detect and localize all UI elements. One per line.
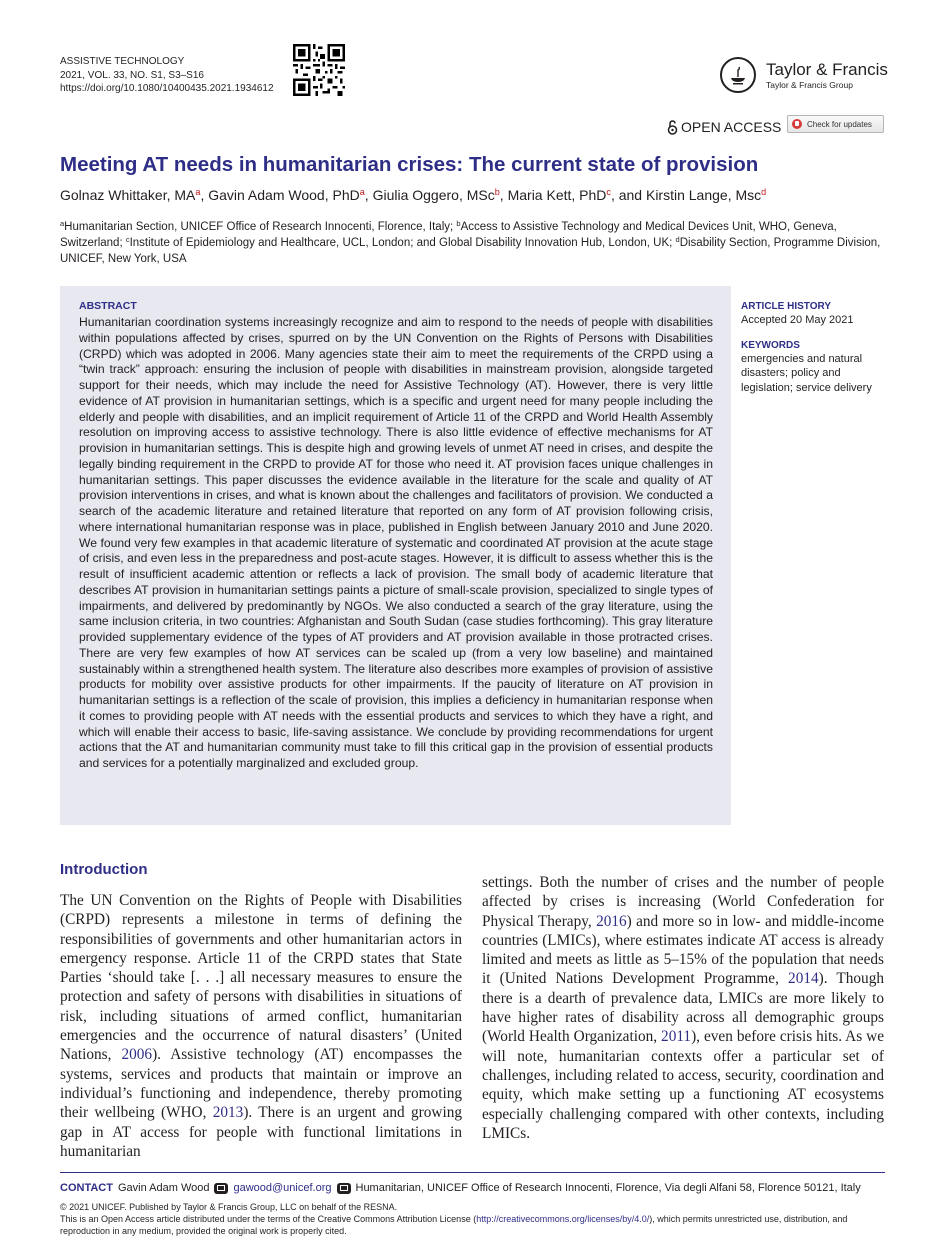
affiliation-marker: b [456, 218, 461, 228]
doi-link[interactable]: https://doi.org/10.1080/10400435.2021.1934612 [60, 83, 274, 94]
license-link[interactable]: http://creativecommons.org/licenses/by/4.0/ [476, 1214, 650, 1224]
author-affiliation-marker: d [761, 187, 767, 197]
body-text: ). Assistive technology (AT) encompasses the systems, services and products that maintain or improve an individual’s functioning and independence, thereby promoting their wellbeing (WHO, [60, 1046, 462, 1122]
citation-link[interactable]: 2013 [212, 1104, 244, 1122]
citation-link[interactable]: 2016 [596, 912, 627, 930]
contact-address: Humanitarian, UNICEF Office of Research Innocenti, Florence, Via degli Alfani 58, Florence 50121, Italy [355, 1182, 861, 1194]
body-text: ). Though there is a dearth of prevalence data, LMICs are more likely to have higher rates of disability across all demographic groups (World Health Organization, [482, 970, 884, 1046]
body-text: ), even before crisis hits. As we will note, humanitarian contexts offer a particular set of challenges, including related to access, security, coordination and equity, which make setting up a functioning AT ecosystems especially challenging compared with other contexts, including LMICs. [482, 1028, 884, 1142]
affiliation-marker: d [675, 234, 680, 244]
author-affiliation-marker: b [494, 187, 500, 197]
open-access-badge [667, 118, 781, 136]
affiliation-text: Humanitarian Section, UNICEF Office of Research Innocenti, Florence, Italy; [64, 221, 457, 233]
publisher-logo[interactable] [720, 57, 890, 97]
body-text: settings. Both the number of crises and the number of people affected by crises is increasing (World Confederation for Physical Therapy, [482, 874, 884, 930]
abstract-text: Humanitarian coordination systems increasingly recognize and aim to respond to the needs of people with disabilities within populations affected by crises, spurred on by the UN Convention on the Rights of Persons with Disabilities (CRPD) which was adopted in 2006. Many agencies state their aim to meet the requirements of the CRPD using a “twin track” approach: ensuring the inclusion of people with disabilities in mainstream provision, alongside targeted support for their needs, which may include the need for Assistive Technology (AT). However, there is very little evidence of AT provision in humanitarian settings, which is a specific and urgent need for many people including the elderly and people with disabilities, and an implicit requirement of Article 11 of the CRPD and World Health Assembly resolution on improving access to assistive technology. There is also little evidence of effective mechanisms for AT provision in humanitarian settings. This is despite high and growing levels of unmet AT need in crises, and despite the legally binding requirement in the CRPD to provide AT for those who need it. AT provision faces unique challenges in humanitarian settings. This paper discusses the evidence available in the literature for the scale and quality of AT provision interventions in crises, and what is known about the challenges and facilitators of provision. We conducted a search of the academic literature and retained literature that reported on any form of AT provision following crisis, where international humanitarian response was in place, published in English between January 2010 and June 2020. We found very few examples in that academic literature of systematic and coordinated AT provision at the acute stage of crisis, and even less in the preparedness and post-acute stages. However, it is difficult to assess whether this is the result of insufficient academic attention or reflects a lack of provision. The small body of academic literature that describes AT provision in humanitarian settings paints a picture of small-scale provision, specialized to single types of impairments, and delivered by predominantly by NGOs. We also conducted a search of the gray literature, using the same inclusion criteria, in two countries: Afghanistan and South Sudan (case studies forthcoming). This gray literature provided supplementary evidence of the types of AT providers and AT provision available in those protracted crises. There are very few examples of how AT services can be scaled up (from a very low baseline) and maintained sustainably within a strengthened health system. The literature also describes more examples of provision of assistive products for mobility over assistive products for other impairments. If the paucity of literature on AT provision in humanitarian settings is a reflection of the scale of provision, this implies a deficiency in humanitarian response when it comes to providing people with AT needs with the essential products and services to which they have a right, and which will enable their access to basic, life-saving assistance. We conclude by providing recommendations for urgent actions that the AT and humanitarian community must take to fill this critical gap in the provision of essential products and services for a potentially marginalized and excluded group. [79, 315, 713, 770]
author-affiliation-marker: a [359, 187, 365, 197]
address-icon [337, 1183, 351, 1194]
author-affiliation-marker: c [606, 187, 611, 197]
qr-code-icon[interactable] [293, 44, 345, 96]
article-sidebar [741, 300, 891, 395]
publisher-name: Taylor & Francis [766, 60, 888, 79]
body-text: ). There is an urgent and growing gap in AT access for people with functional limitations in humanitarian [60, 1104, 462, 1160]
article-title: Meeting AT needs in humanitarian crises: The current state of provision [60, 153, 759, 176]
keywords-heading: KEYWORDS [741, 339, 800, 351]
footer-divider [60, 1172, 885, 1173]
article-history-heading: ARTICLE HISTORY [741, 301, 832, 312]
journal-info [60, 55, 274, 96]
intro-column-left [60, 891, 462, 1161]
check-for-updates-label: Check for updates [807, 119, 872, 129]
contact-line [60, 1181, 861, 1195]
citation-link[interactable]: 2014 [788, 970, 819, 988]
email-icon [214, 1183, 228, 1194]
affiliation-text: Access to Assistive Technology and Medical Devices Unit, WHO, Geneva, Switzerland; [60, 221, 837, 249]
accepted-date: Accepted 20 May 2021 [741, 314, 854, 326]
publisher-lamp-icon [720, 57, 756, 93]
author-name[interactable]: Maria Kett, PhD [507, 187, 607, 203]
author-name[interactable]: Gavin Adam Wood, PhD [208, 187, 360, 203]
affiliation-marker: a [60, 218, 65, 228]
citation-link[interactable]: 2011 [661, 1028, 692, 1046]
body-text: The UN Convention on the Rights of People with Disabilities (CRPD) represents a milestone in terms of defining the responsibilities of governments and other humanitarian actors in emergency response. Article 11 of the CRPD states that State Parties ‘should take [. . .] all necessary measures to ensure the protection and safety of persons with disabilities in situations of risk, including situations of armed conflict, humanitarian emergencies and the occurrence of natural disasters’ (United Nations, [60, 892, 462, 1064]
citation-link[interactable]: 2006 [121, 1046, 153, 1064]
contact-email-link[interactable]: gawood@unicef.org [233, 1182, 332, 1194]
check-for-updates-button[interactable] [787, 115, 884, 133]
author-name[interactable]: Golnaz Whittaker, MA [60, 187, 196, 203]
affiliation-text: Disability Section, Programme Division, UNICEF, New York, USA [60, 237, 881, 265]
affiliation-text: Institute of Epidemiology and Healthcare, UCL, London; and Global Disability Innovation Hub, London, UK; [129, 237, 676, 249]
publisher-group: Taylor & Francis Group [766, 80, 853, 90]
open-access-label: OPEN ACCESS [681, 119, 782, 135]
body-text: ) and more so in low- and middle-income countries (LMICs), where estimates indicate AT access is already limited and meets as little as 5–15% of the population that needs it (United Nations Development Programme, [482, 912, 884, 988]
abstract-heading: ABSTRACT [79, 300, 137, 312]
open-lock-icon [667, 120, 678, 135]
journal-name: ASSISTIVE TECHNOLOGY [60, 56, 185, 67]
author-name[interactable]: Giulia Oggero, MSc [372, 187, 495, 203]
bookmark-icon [792, 119, 802, 129]
affiliations [60, 219, 890, 267]
author-name[interactable]: Kirstin Lange, Msc [645, 187, 762, 203]
introduction-heading: Introduction [60, 861, 148, 878]
journal-volume: 2021, VOL. 33, NO. S1, S3–S16 [60, 69, 204, 81]
abstract-box [60, 286, 731, 825]
affiliation-marker: c [125, 234, 130, 244]
author-list: Golnaz Whittaker, $MA^a$, Gavin Adam Wood, PhD$^a$, Giulia Oggero, MSc$^b$, Maria Kett, PhD$^c$, and Kirstin Lange, Msc$^d$ [60, 187, 767, 203]
copyright-line: © 2021 UNICEF. Published by Taylor & Francis Group, LLC on behalf of the RESNA. [60, 1202, 398, 1212]
author-affiliation-marker: a [195, 187, 201, 197]
license-text: This is an Open Access article distributed under the terms of the Creative Commons Attribution License (http://creativecommons.org/licenses/by/4.0/), which permits unrestricted use, distribution, and reproduction in any medium, provided the original work is properly cited. [60, 1214, 848, 1236]
keywords-text: emergencies and natural disasters; policy and legislation; service delivery [741, 352, 872, 394]
contact-label: CONTACT [60, 1182, 113, 1194]
copyright-notice [60, 1201, 890, 1237]
intro-column-right [482, 873, 884, 1143]
contact-name: Gavin Adam Wood [117, 1182, 210, 1194]
